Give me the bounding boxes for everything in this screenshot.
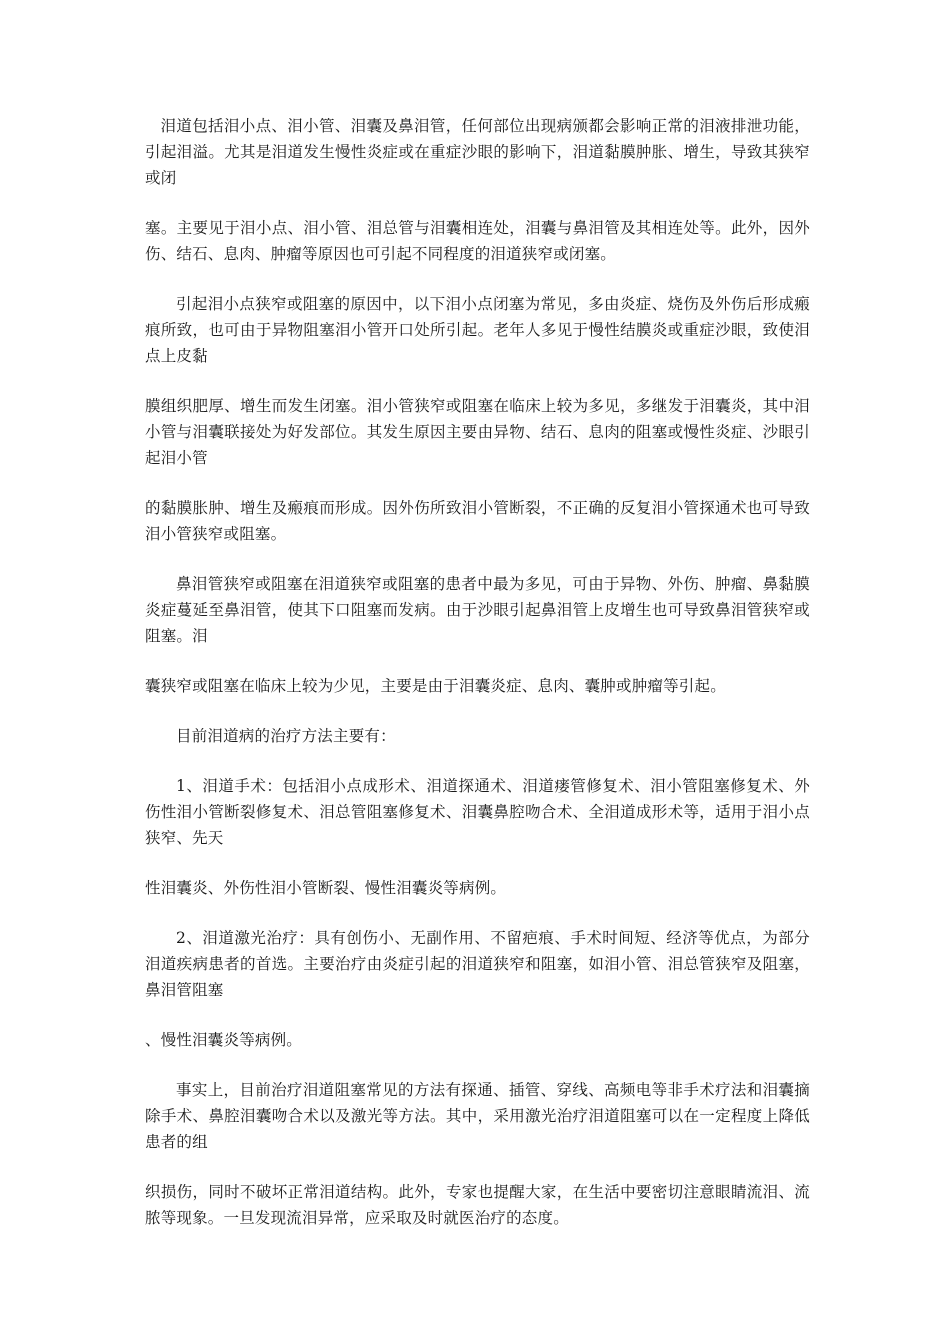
paragraph-conclusion: 事实上，目前治疗泪道阻塞常见的方法有探通、插管、穿线、高频电等非手术疗法和泪囊摘除手术、鼻腔泪囊吻合术以及激光等方法。其中，采用激光治疗泪道阻塞可以在一定程度上降低患者的组 xyxy=(145,1081,810,1151)
paragraph-lacrimal-punctum: 引起泪小点狭窄或阻塞的原因中，以下泪小点闭塞为常见，多由炎症、烧伤及外伤后形成瘢痕所致，也可由于异物阻塞泪小管开口处所引起。老年人多见于慢性结膜炎或重症沙眼，致使泪点上皮黏 xyxy=(145,295,810,365)
paragraph-intro: 泪道包括泪小点、泪小管、泪囊及鼻泪管，任何部位出现病颁都会影响正常的泪液排泄功能，引起泪溢。尤其是泪道发生慢性炎症或在重症沙眼的影响下，泪道黏膜肿胀、增生，导致其狭窄或闭 xyxy=(145,117,810,187)
paragraph-continuation: 、慢性泪囊炎等病例。 xyxy=(145,1031,303,1049)
paragraph-continuation: 织损伤，同时不破坏正常泪道结构。此外，专家也提醒大家，在生活中要密切注意眼睛流泪、流脓等现象。一旦发现流泪异常，应采取及时就医治疗的态度。 xyxy=(145,1183,810,1227)
document-body xyxy=(145,113,810,1255)
paragraph-treatment-laser: 2、泪道激光治疗：具有创伤小、无副作用、不留疤痕、手术时间短、经济等优点，为部分泪道疾病患者的首选。主要治疗由炎症引起的泪道狭窄和阻塞，如泪小管、泪总管狭窄及阻塞，鼻泪管阻塞 xyxy=(145,929,810,999)
paragraph-treatment-intro: 目前泪道病的治疗方法主要有： xyxy=(176,727,396,745)
paragraph-continuation: 塞。主要见于泪小点、泪小管、泪总管与泪囊相连处，泪囊与鼻泪管及其相连处等。此外，因外伤、结石、息肉、肿瘤等原因也可引起不同程度的泪道狭窄或闭塞。 xyxy=(145,219,810,263)
paragraph-continuation: 囊狭窄或阻塞在临床上较为少见，主要是由于泪囊炎症、息肉、囊肿或肿瘤等引起。 xyxy=(145,677,726,695)
paragraph-continuation: 的黏膜胀肿、增生及瘢痕而形成。因外伤所致泪小管断裂，不正确的反复泪小管探通术也可导致泪小管狭窄或阻塞。 xyxy=(145,499,810,543)
paragraph-treatment-surgery: 1、泪道手术：包括泪小点成形术、泪道探通术、泪道瘘管修复术、泪小管阻塞修复术、外伤性泪小管断裂修复术、泪总管阻塞修复术、泪囊鼻腔吻合术、全泪道成形术等，适用于泪小点狭窄、先天 xyxy=(145,777,810,847)
paragraph-continuation: 膜组织肥厚、增生而发生闭塞。泪小管狭窄或阻塞在临床上较为多见，多继发于泪囊炎，其中泪小管与泪囊联接处为好发部位。其发生原因主要由异物、结石、息肉的阻塞或慢性炎症、沙眼引起泪小管 xyxy=(145,397,810,467)
paragraph-continuation: 性泪囊炎、外伤性泪小管断裂、慢性泪囊炎等病例。 xyxy=(145,879,507,897)
paragraph-nasolacrimal-duct: 鼻泪管狭窄或阻塞在泪道狭窄或阻塞的患者中最为多见，可由于异物、外伤、肿瘤、鼻黏膜炎症蔓延至鼻泪管，使其下口阻塞而发病。由于沙眼引起鼻泪管上皮增生也可导致鼻泪管狭窄或阻塞。泪 xyxy=(145,575,810,645)
